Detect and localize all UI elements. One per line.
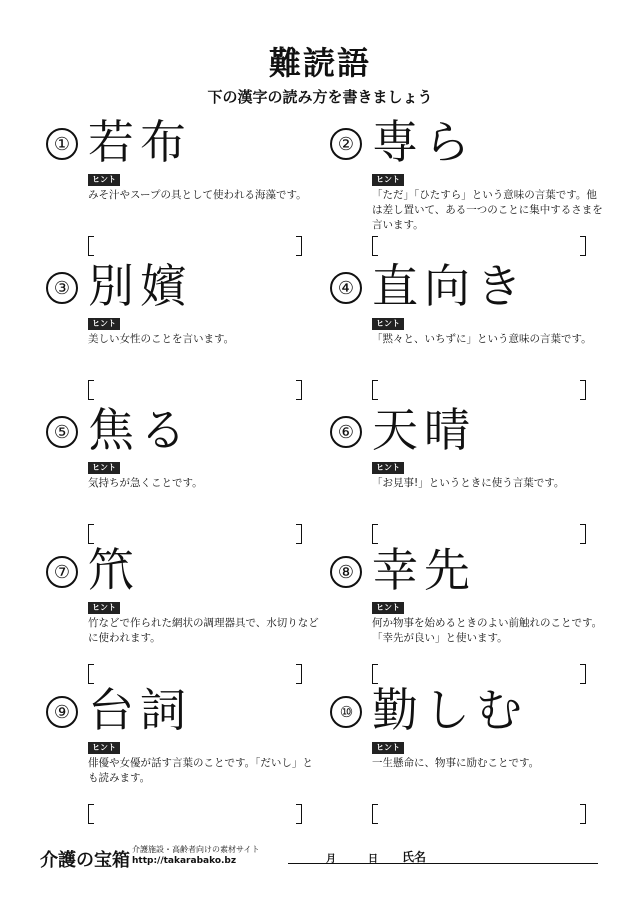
answer-bracket-left — [372, 236, 378, 256]
hint-text: 美しい女性のことを言います。 — [88, 333, 235, 345]
hint-badge: ヒント — [88, 602, 120, 614]
kanji-word: 台詞 — [88, 683, 192, 737]
answer-bracket-left — [372, 380, 378, 400]
question-number: ⑨ — [46, 696, 78, 728]
hint-text: みそ汁やスープの具として使われる海藻です。 — [88, 189, 307, 201]
answer-bracket-right — [580, 804, 586, 824]
question-number: ④ — [330, 272, 362, 304]
kanji-word: 専ら — [372, 115, 476, 169]
question-item — [46, 543, 319, 676]
question-item — [330, 403, 590, 536]
question-number: ⑩ — [330, 696, 362, 728]
hint-badge: ヒント — [372, 742, 404, 754]
hint-text: 気持ちが急くことです。 — [88, 477, 203, 489]
question-item — [330, 683, 590, 816]
hint-badge: ヒント — [372, 462, 404, 474]
hint-badge: ヒント — [372, 602, 404, 614]
kanji-word: 若布 — [88, 115, 192, 169]
question-item — [46, 115, 307, 248]
answer-bracket-right — [296, 804, 302, 824]
instructions: 下の漢字の読み方を書きましょう — [207, 88, 433, 106]
question-number: ⑦ — [46, 556, 78, 588]
answer-bracket-right — [296, 236, 302, 256]
kanji-word: 直向き — [372, 259, 528, 313]
question-item — [330, 115, 603, 248]
answer-bracket-right — [296, 380, 302, 400]
question-item — [46, 683, 313, 816]
month-label: 月 — [326, 854, 336, 865]
hint-text: 「お見事!」というときに使う言葉です。 — [372, 477, 565, 489]
answer-bracket-left — [372, 804, 378, 824]
answer-bracket-left — [88, 380, 94, 400]
kanji-word: 天晴 — [372, 403, 476, 457]
kanji-word: 別嬪 — [88, 259, 192, 313]
question-number: ① — [46, 128, 78, 160]
site-url: http://takarabako.bz — [132, 856, 237, 866]
answer-bracket-right — [296, 524, 302, 544]
answer-bracket-left — [88, 236, 94, 256]
kanji-word: 幸先 — [372, 543, 476, 597]
answer-bracket-right — [580, 524, 586, 544]
question-number: ② — [330, 128, 362, 160]
hint-text: 一生懸命に、物事に励むことです。 — [372, 757, 540, 769]
page-title: 難読語 — [268, 44, 371, 82]
kanji-word: 笊 — [88, 543, 140, 597]
hint-badge: ヒント — [372, 318, 404, 330]
question-item — [46, 403, 306, 536]
hint-text: 竹などで作られた網状の調理器具で、水切りなどに使われます。 — [88, 617, 319, 644]
hint-text: 「黙々と、いちずに」という意味の言葉です。 — [372, 333, 592, 345]
question-item — [46, 259, 306, 392]
kanji-word: 勤しむ — [372, 683, 528, 737]
site-logo: 介護の宝箱 — [40, 850, 130, 871]
kanji-word: 焦る — [88, 403, 192, 457]
question-number: ⑤ — [46, 416, 78, 448]
hint-badge: ヒント — [88, 462, 120, 474]
hint-badge: ヒント — [372, 174, 404, 186]
question-item — [330, 259, 592, 392]
hint-badge: ヒント — [88, 174, 120, 186]
day-label: 日 — [368, 854, 378, 865]
answer-bracket-left — [88, 804, 94, 824]
hint-badge: ヒント — [88, 318, 120, 330]
hint-text: 「ただ」「ひたすら」という意味の言葉です。他は差し置いて、ある一つのことに集中するさまを言います。 — [372, 189, 603, 231]
hint-text: 俳優や女優が話す言葉のことです。「だいし」とも読みます。 — [88, 757, 313, 784]
hint-text: 何か物事を始めるときのよい前触れのことです。「幸先が良い」と使います。 — [372, 617, 603, 644]
question-number: ⑧ — [330, 556, 362, 588]
hint-badge: ヒント — [88, 742, 120, 754]
question-number: ⑥ — [330, 416, 362, 448]
question-item — [330, 543, 603, 676]
name-label: 氏名 — [402, 850, 427, 864]
question-number: ③ — [46, 272, 78, 304]
footer — [0, 838, 640, 878]
answer-bracket-right — [580, 664, 586, 684]
answer-bracket-right — [296, 664, 302, 684]
signature-line[interactable] — [288, 863, 598, 864]
answer-bracket-right — [580, 236, 586, 256]
answer-bracket-right — [580, 380, 586, 400]
site-tagline: 介護施設・高齢者向けの素材サイト — [132, 845, 260, 854]
